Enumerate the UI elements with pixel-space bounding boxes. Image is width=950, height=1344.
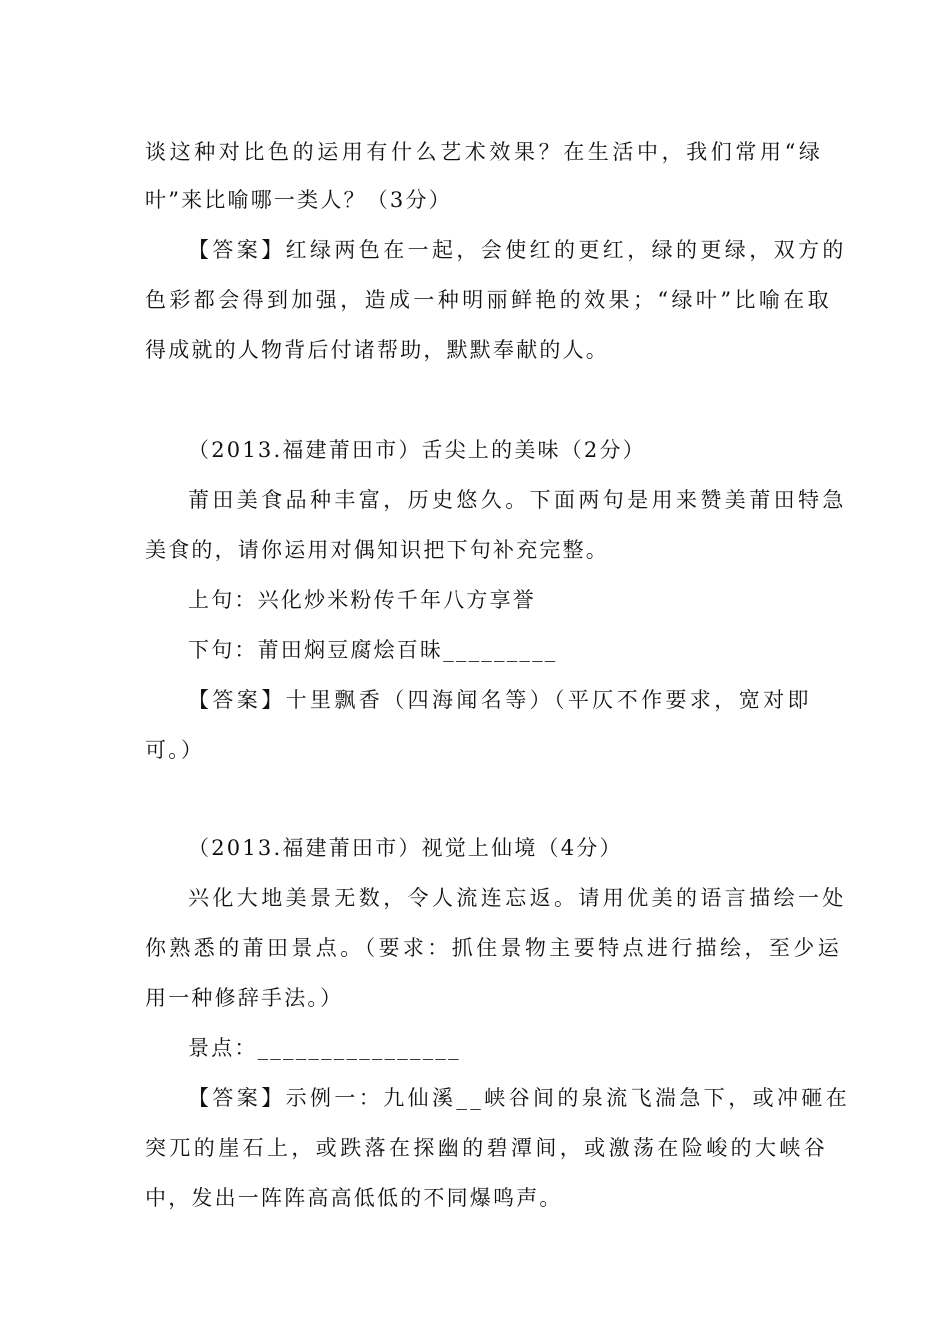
- question-text-line: 美食的，请你运用对偶知识把下句补充完整。: [145, 538, 609, 562]
- answer-line: 得成就的人物背后付诸帮助，默默奉献的人。: [145, 338, 609, 362]
- scenic-spot-blank: 景点：________________: [188, 1036, 461, 1060]
- answer-line: 可。）: [145, 738, 205, 762]
- question-text-line: 莆田美食品种丰富，历史悠久。下面两句是用来赞美莆田特急: [188, 488, 847, 512]
- answer-line: 【答案】示例一：九仙溪__峡谷间的泉流飞湍急下，或冲砸在: [188, 1086, 851, 1110]
- couplet-upper-line: 上句：兴化炒米粉传千年八方享誉: [188, 588, 536, 612]
- section-heading: （2013.福建莆田市）舌尖上的美味（2分）: [188, 438, 646, 462]
- couplet-lower-line: 下句：莆田焖豆腐烩百昧_________: [188, 638, 558, 662]
- answer-line: 色彩都会得到加强，造成一种明丽鲜艳的效果；“绿叶”比喻在取: [145, 288, 833, 312]
- answer-line: 【答案】红绿两色在一起，会使红的更红，绿的更绿，双方的: [188, 238, 847, 262]
- question-text-line: 用一种修辞手法。）: [145, 986, 344, 1010]
- answer-line: 突兀的崖石上，或跌落在探幽的碧潭间，或激荡在险峻的大峡谷: [145, 1136, 829, 1160]
- question-text-line: 叶”来比喻哪一类人？（3分）: [145, 188, 452, 212]
- question-text-line: 你熟悉的莆田景点。（要求：抓住景物主要特点进行描绘，至少运: [145, 936, 843, 960]
- section-heading: （2013.福建莆田市）视觉上仙境（4分）: [188, 836, 623, 860]
- question-text-line: 兴化大地美景无数，令人流连忘返。请用优美的语言描绘一处: [188, 886, 847, 910]
- answer-line: 【答案】十里飘香（四海闻名等）（平仄不作要求，宽对即: [188, 688, 812, 712]
- answer-line: 中，发出一阵阵高高低低的不同爆鸣声。: [145, 1186, 563, 1210]
- question-text-line: 谈这种对比色的运用有什么艺术效果？在生活中，我们常用“绿: [145, 140, 824, 164]
